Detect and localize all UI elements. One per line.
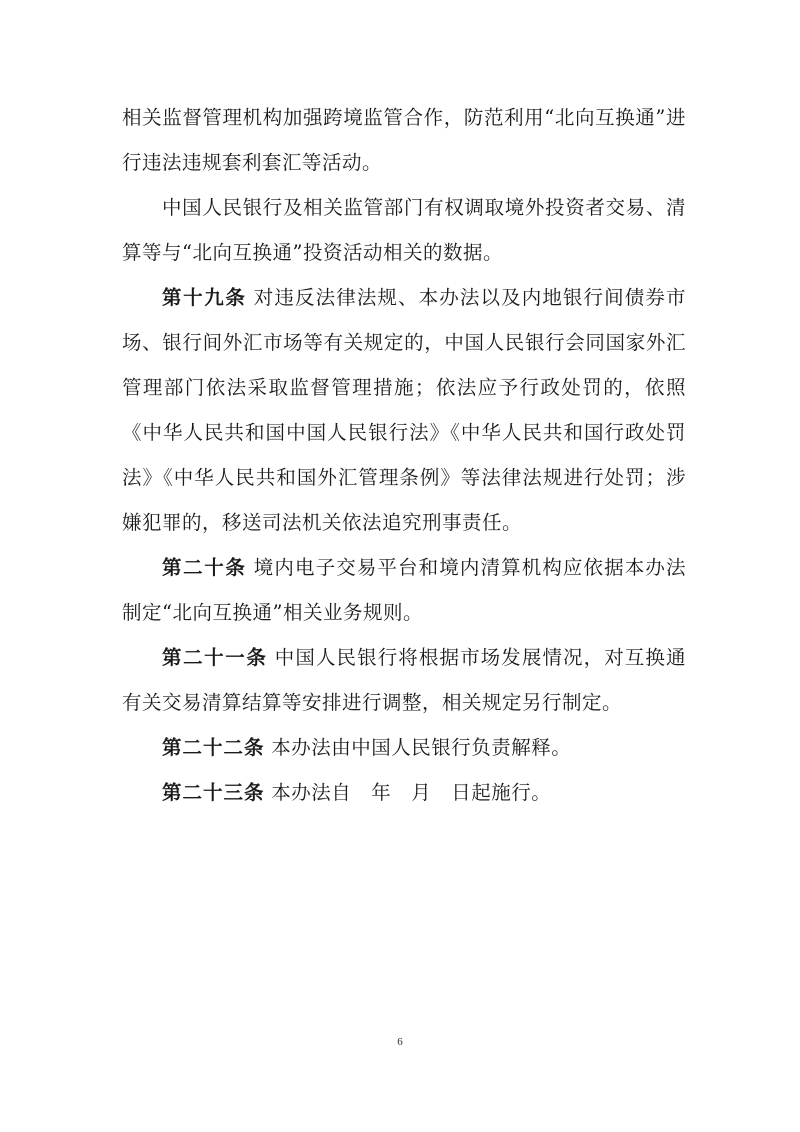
article-text: 中国人民银行将根据市场发展情况，对互换通有关交易清算结算等安排进行调整，相关规定另行制定。 (122, 646, 686, 714)
article-text: 对违反法律法规、本办法以及内地银行间债券市场、银行间外汇市场等有关规定的，中国人民银行会同国家外汇管理部门依法采取监督管理措施；依法应予行政处罚的，依照《中华人民共和国中国人民银行法》《中华人民共和国行政处罚法》《中华人民共和国外汇管理条例》等法律法规进行处罚；涉嫌犯罪的，移送司法机关依法追究刑事责任。 (122, 286, 686, 534)
document-body (122, 95, 686, 815)
article-label: 第二十二条 (162, 736, 265, 759)
article-text: 本办法由中国人民银行负责解释。 (271, 736, 572, 759)
article-22 (122, 725, 686, 770)
article-label: 第二十一条 (162, 646, 268, 669)
article-23 (122, 770, 686, 815)
article-20 (122, 545, 686, 635)
article-label: 第二十条 (162, 556, 247, 579)
paragraph-text: 相关监督管理机构加强跨境监管合作，防范利用“北向互换通”进行违法违规套利套汇等活动。 (122, 106, 686, 174)
article-text: 境内电子交易平台和境内清算机构应依据本办法制定“北向互换通”相关业务规则。 (122, 556, 686, 624)
paragraph (122, 95, 686, 185)
article-19 (122, 275, 686, 545)
article-21 (122, 635, 686, 725)
article-label: 第二十三条 (162, 781, 265, 804)
paragraph (122, 185, 686, 275)
paragraph-text: 中国人民银行及相关监管部门有权调取境外投资者交易、清算等与“北向互换通”投资活动相关的数据。 (122, 196, 686, 264)
article-text: 本办法自 年 月 日起施行。 (271, 781, 552, 804)
page-number: 6 (397, 1036, 403, 1048)
article-label: 第十九条 (162, 286, 247, 309)
